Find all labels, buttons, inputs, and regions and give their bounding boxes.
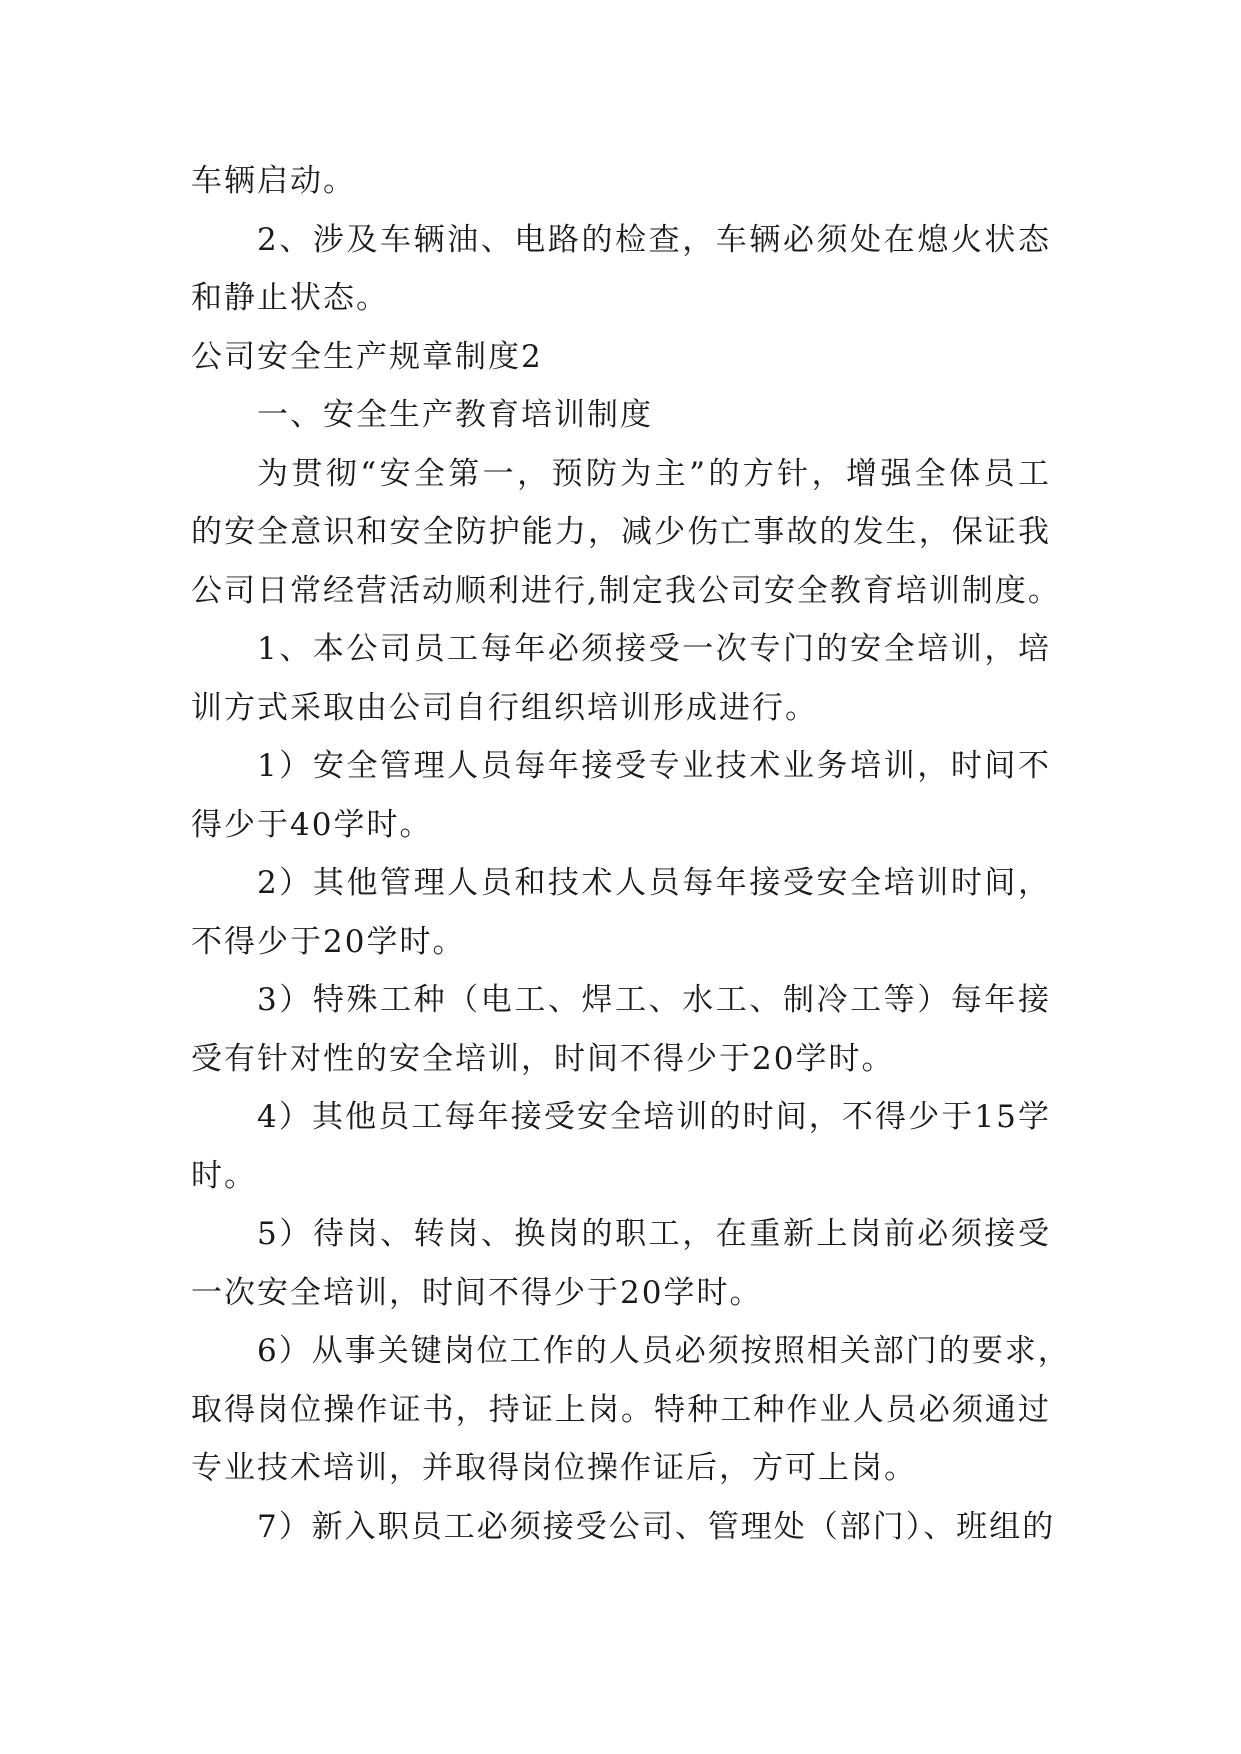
text-line: 车辆启动。	[191, 163, 356, 199]
text-line: 5）待岗、转岗、换岗的职工，在重新上岗前必须接受	[257, 1216, 1051, 1252]
text-line: 公司日常经营活动顺利进行,制定我公司安全教育培训制度。	[191, 572, 1061, 609]
text-line: 3）特殊工种（电工、焊工、水工、制冷工等）每年接	[257, 982, 1051, 1018]
document-page	[191, 152, 1071, 1556]
text-line: 训方式采取由公司自行组织培训形成进行。	[191, 689, 818, 726]
text-line: 4）其他员工每年接受安全培训的时间，不得少于15学	[257, 1099, 1051, 1135]
text-line: 和静止状态。	[191, 280, 389, 316]
section-heading: 公司安全生产规章制度2	[191, 338, 543, 375]
text-line: 不得少于20学时。	[191, 923, 466, 960]
text-line: 2、涉及车辆油、电路的检查，车辆必须处在熄火状态	[257, 221, 1051, 258]
text-line: 一次安全培训，时间不得少于20学时。	[191, 1274, 763, 1311]
text-line: 1、本公司员工每年必须接受一次专门的安全培训，培	[257, 631, 1051, 667]
text-line: 专业技术培训，并取得岗位操作证后，方可上岗。	[191, 1450, 917, 1486]
text-line: 7）新入职员工必须接受公司、管理处（部门）、班组的	[257, 1508, 1056, 1545]
text-line: 1）安全管理人员每年接受专业技术业务培训，时间不	[257, 748, 1051, 784]
text-line: 时。	[191, 1157, 257, 1194]
text-line: 取得岗位操作证书，持证上岗。特种工种作业人员必须通过	[191, 1391, 1051, 1428]
text-line: 为贯彻“安全第一，预防为主”的方针，增强全体员工	[257, 455, 1051, 492]
text-line: 2）其他管理人员和技术人员每年接受安全培训时间，	[257, 865, 1051, 901]
text-line: 得少于40学时。	[191, 806, 433, 843]
text-line: 6）从事关键岗位工作的人员必须按照相关部门的要求，	[257, 1333, 1071, 1369]
subsection-heading: 一、安全生产教育培训制度	[257, 397, 653, 433]
text-line: 的安全意识和安全防护能力，减少伤亡事故的发生，保证我	[191, 514, 1051, 550]
text-line: 受有针对性的安全培训，时间不得少于20学时。	[191, 1040, 895, 1077]
